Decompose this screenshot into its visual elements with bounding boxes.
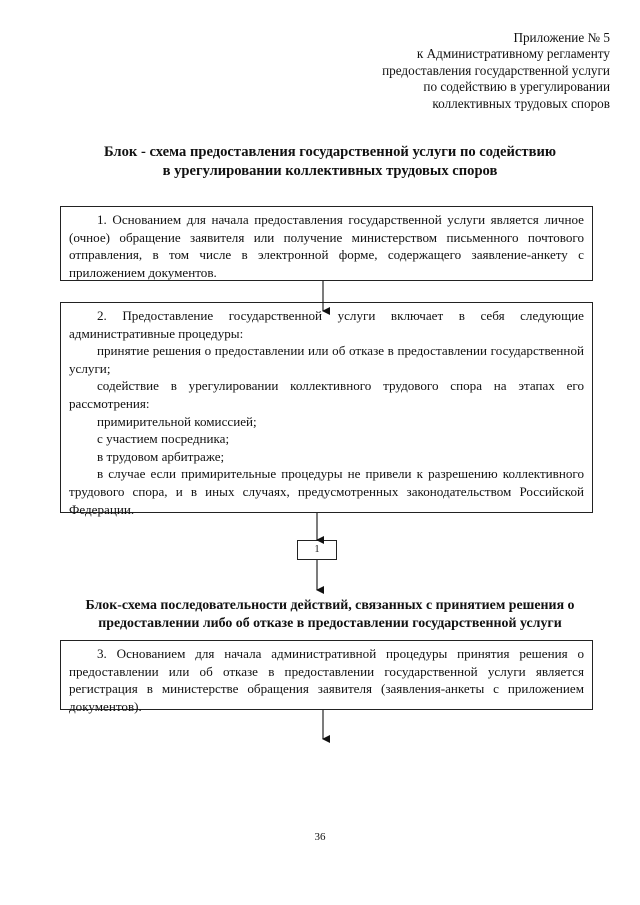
appendix-line-3: предоставления государственной услуги [382,62,610,78]
step-2-intro: 2. Предоставление государственной услуги включает в себя следующие административные процедуры: [69,308,584,341]
step-2-item-decision: принятие решения о предоставлении или об отказе в предоставлении государственной услуги; [69,343,584,376]
sub-title-line-2: предоставлении либо об отказе в предоставлении государственной услуги [98,616,562,631]
appendix-line-1: Приложение № 5 [513,30,610,45]
step-2-item-mediator: с участием посредника; [97,431,230,447]
step-2-item-assistance: содействие в урегулировании коллективного трудового спора на этапах его рассмотрения: [69,378,584,411]
appendix-line-5: коллективных трудовых споров [432,95,610,111]
step-3-text: 3. Основанием для начала административной процедуры принятия решения о предоставлении или об отказе в предоставлении государственной услуги является регистрация в министерстве обращения заявителя (заявления-анкеты с приложением документов). [69,646,584,714]
step-1-text: 1. Основанием для начала предоставления государственной услуги является личное (очное) обращение заявителя или получение министерством письменного почтового отправления, в том числе в электронной форме, содержащего заявление-анкету с приложением документов. [69,212,584,280]
step-2-item-commission: примирительной комиссией; [97,413,257,429]
appendix-line-2: к Административному регламенту [416,46,610,62]
page-number: 36 [314,831,326,843]
connector-label: 1 [314,544,320,555]
appendix-line-4: по содействию в урегулировании [423,79,610,95]
sub-title-line-1: Блок-схема последовательности действий, связанных с принятием решения о [85,598,575,613]
main-title-line-2: в урегулировании коллективных трудовых споров [162,163,498,179]
step-2-item-other-cases: в случае если примирительные процедуры не привели к разрешению коллективного трудового спора, и в иных случаях, предусмотренных законодательством Российской Федерации. [69,466,584,517]
main-title-line-1: Блок - схема предоставления государственной услуги по содействию [103,144,557,160]
step-2-item-arbitration: в трудовом арбитраже; [97,448,225,464]
